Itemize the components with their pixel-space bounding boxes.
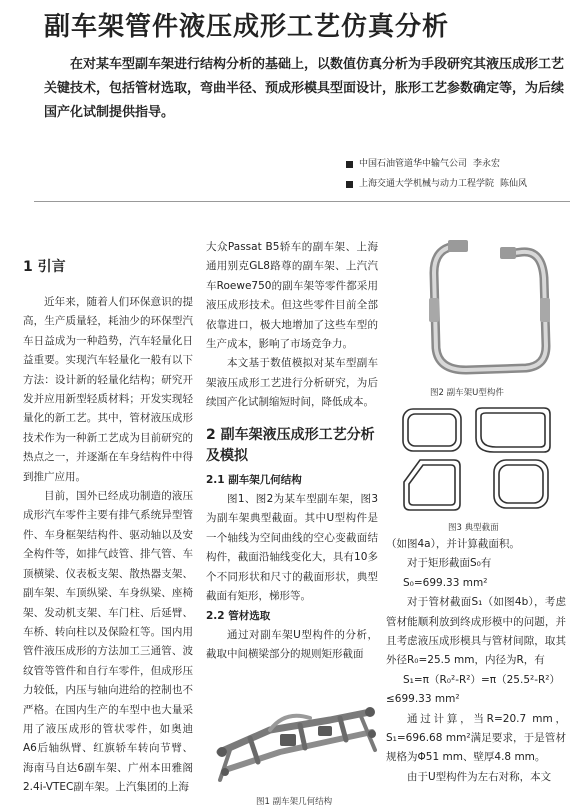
paragraph: 近年来，随着人们环保意识的提高，生产质量轻，耗油少的环保型汽车日益成为一种趋势，汽车轻量化日益重要。实现汽车轻量化一般有以下方法：设计新的轻量化结构；研究开发并应用新型轻质材料；开发实现轻量化的新工艺。其中，管材液压成形技术作为一种新工艺成为目前研究的热点之一，并逐渐在车身结构件中得到推广应用。	[23, 296, 193, 483]
abstract: 在对某车型副车架进行结构分析的基础上，以数值仿真分析为手段研究其液压成形工艺关键技术，包括管材选取，弯曲半径、预成形模具型面设计，胀形工艺参数确定等，为后续国产化试制提供指导。	[44, 57, 565, 120]
column-3	[386, 535, 566, 787]
equation: S₀=699.33 mm²	[403, 576, 488, 589]
author-block	[346, 154, 527, 194]
author-row	[346, 174, 527, 194]
paragraph: 图1、图2为某车型副车架，图3为副车架典型截面。其中U型构件是一个轴线为空间曲线的空心变截面结构件，截面沿轴线变化大，具有10多个不同形状和尺寸的截面形状，典型截面有矩形，梯形等。	[206, 493, 378, 603]
paragraph: 通过对副车架U型构件的分析，截取中间横梁部分的规则矩形截面	[206, 628, 378, 661]
subsection-heading-tube: 2.2 管材选取	[206, 609, 271, 622]
subsection-heading-geometry: 2.1 副车架几何结构	[206, 473, 302, 486]
header-divider	[34, 201, 570, 202]
equation: ≤699.33 mm²	[386, 693, 460, 706]
author-affiliation: 上海交通大学机械与动力工程学院	[359, 179, 495, 189]
figure-1-caption: 图1 副车架几何结构	[256, 797, 333, 807]
column-1	[23, 250, 193, 798]
paragraph: 对于管材截面S₁（如图4b），考虑管材能顺利放到终成形模中的问题，并且考虑液压成形模具与管材间隙，取其外径R₀=25.5 mm，内径为R，有	[386, 596, 566, 667]
column-2	[206, 238, 378, 665]
paragraph: 通过计算，当R=20.7 mm，S₁=696.68 mm²满足要求，于是管材规格为Φ51 mm、壁厚4.8 mm。	[386, 712, 566, 764]
text-line: （如图4a），并计算截面积。	[386, 538, 520, 550]
section-heading-introduction: 1 引言	[23, 259, 66, 275]
article-title: 副车架管件液压成形工艺仿真分析	[44, 12, 450, 42]
figure-2-caption: 图2 副车架U型构件	[430, 388, 504, 398]
figure-2-u-member	[426, 238, 556, 378]
square-bullet-icon	[346, 181, 353, 188]
section-heading-analysis: 2 副车架液压成形工艺分析及模拟	[206, 426, 375, 464]
square-bullet-icon	[346, 161, 353, 168]
text-line: 对于矩形截面S₀有	[407, 557, 492, 570]
paragraph: 由于U型构件为左右对称，本文	[407, 770, 552, 783]
equation: S₁=π（R₀²-R²）=π（25.5²-R²）	[403, 673, 561, 686]
author-name: 陈仙风	[500, 179, 528, 189]
author-affiliation: 中国石油管道华中输气公司	[359, 159, 468, 169]
figure-3-sections	[398, 404, 558, 514]
paragraph: 大众Passat B5轿车的副车架、上海通用别克GL8路尊的副车架、上汽汽车Roewe750的副车架等零件都采用液压成形技术。但这些零件目前全部依靠进口，极大地增加了这些车型的生产成本，影响了市场竞争力。	[206, 241, 378, 351]
figure-3-caption: 图3 典型截面	[448, 523, 499, 533]
author-row	[346, 154, 527, 174]
author-name: 李永宏	[473, 159, 501, 169]
paragraph: 本文基于数值模拟对某车型副车架液压成形工艺进行分析研究，为后续国产化试制缩短时间，降低成本。	[206, 357, 378, 409]
figure-1-subframe	[210, 690, 380, 790]
paragraph: 目前，国外已经成功制造的液压成形汽车零件主要有排气系统异型管件、车身框架结构件、驱动轴以及安全构件等，如排气歧管、排气管、车顶横梁、仪表板支架、散热器支架、副车架、车顶纵梁、车身纵梁、座椅架、发动机支架、车门柱、后延臂、车桥、转向柱以及保险杠等。国内用管件液压成形的方法加工三通管、波纹管等管件和自行车零件，但成形压力较低，内压与轴向进给的控制也不严格。在国内生产的车型中也大量采用了液压成形的管状零件，如奥迪A6后轴纵臂、红旗轿车转向节臂、海南马自达6副车架、广州本田雅阁2.4i-VTEC副车架。上汽集团的上海	[23, 490, 193, 794]
